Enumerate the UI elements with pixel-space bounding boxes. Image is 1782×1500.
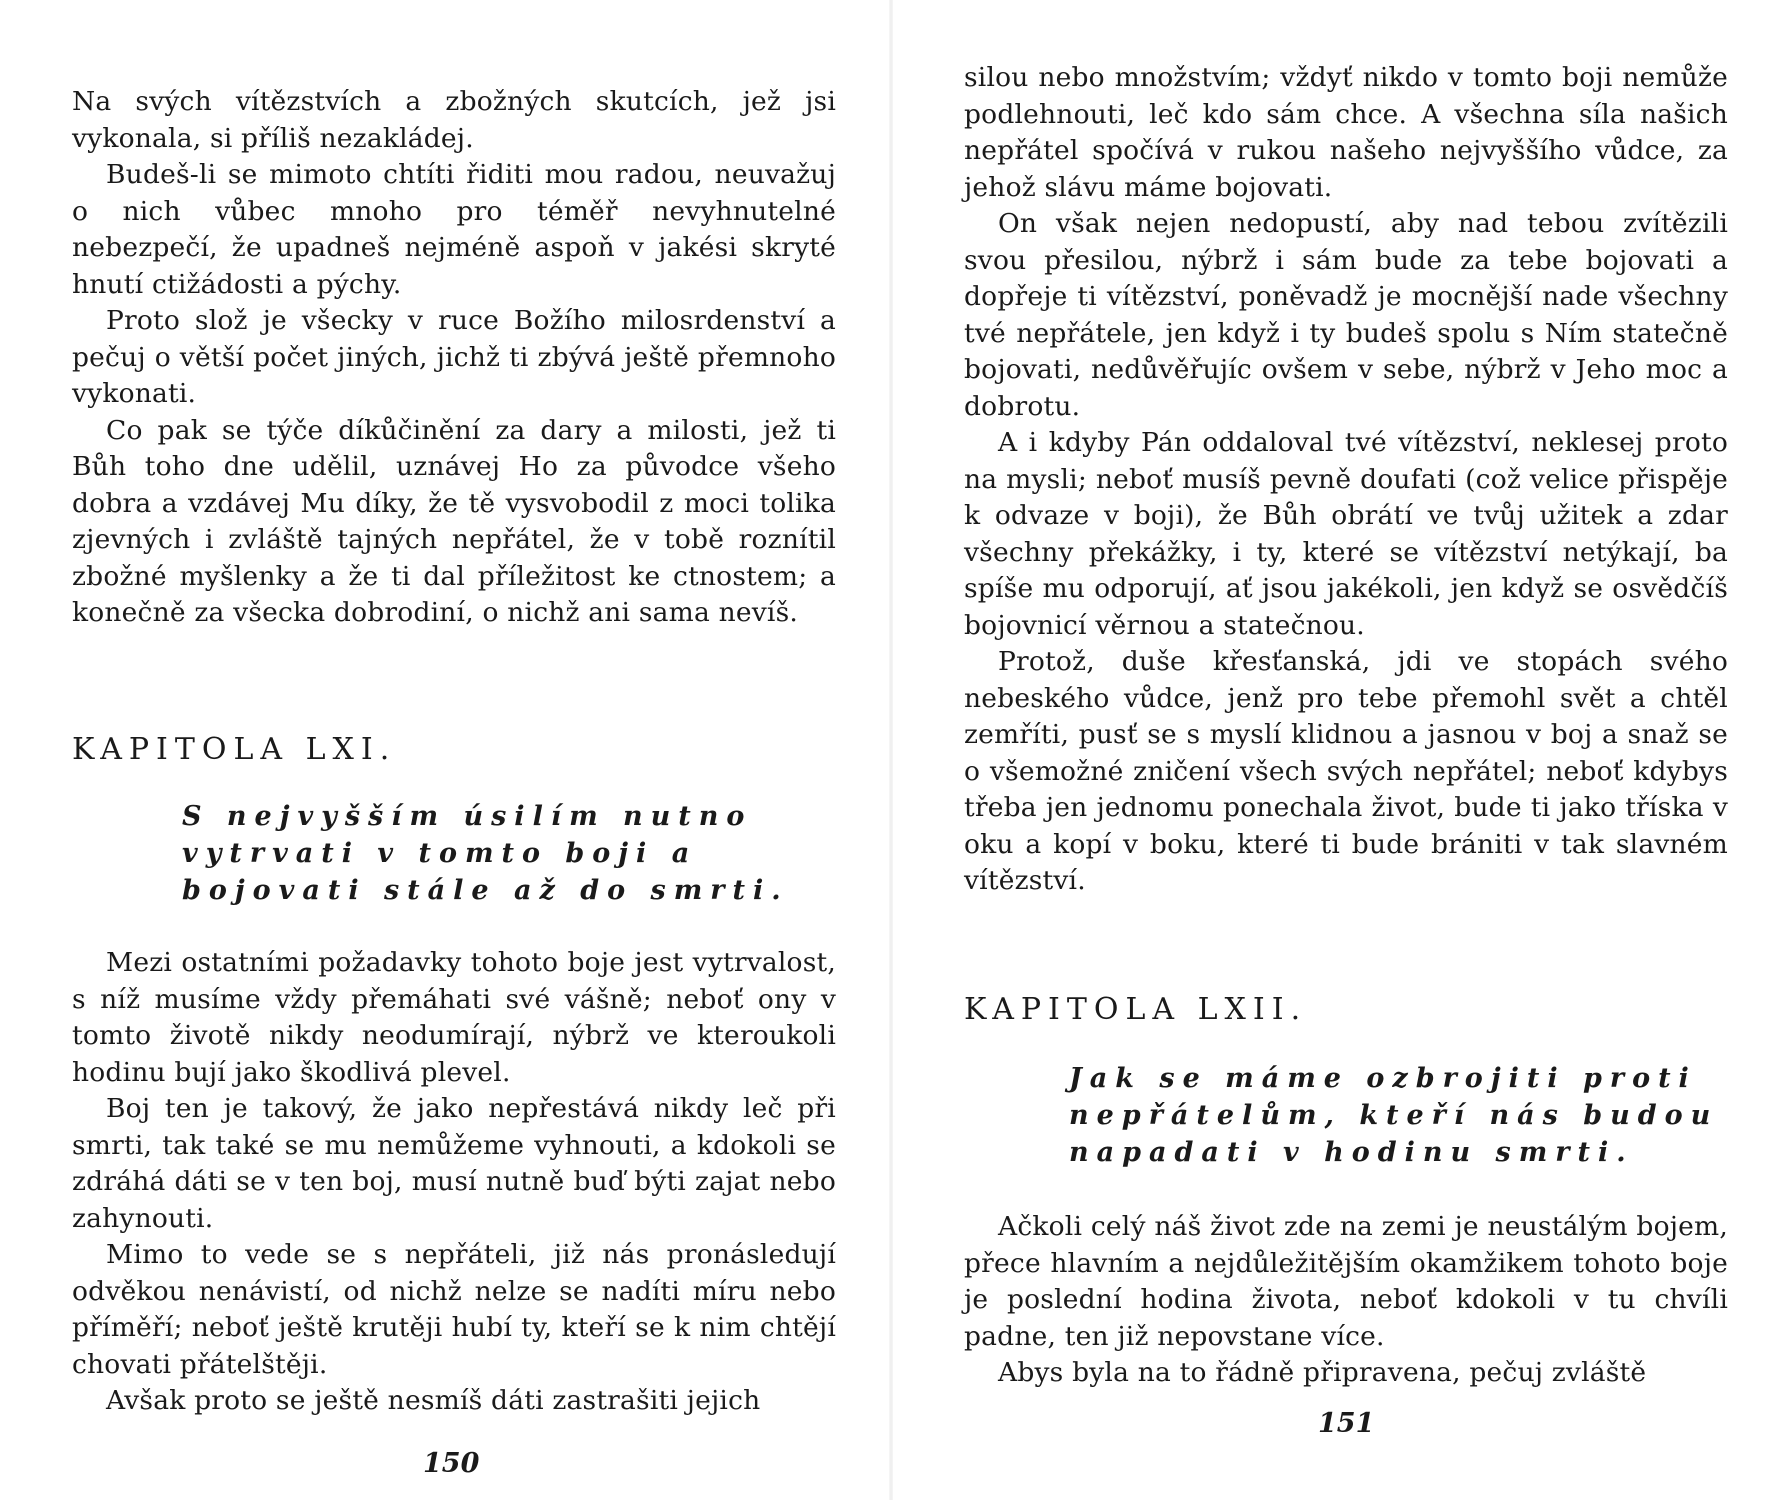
paragraph: Abys byla na to řádně připravena, pečuj zvláště <box>998 1357 1647 1388</box>
paragraph: Protož, duše křesťanská, jdi ve stopách svého nebeského vůdce, jenž pro tebe přemohl svět a chtěl zemříti, pusť se s myslí klidnou a jasnou v boj a snaž se o všemožné zničení všech svých nepřátel; neboť kdybys třeba jen jednomu ponechala život, bude ti jako tříska v oku a kopí v boku, které ti bude brániti v tak slavném vítězství. <box>964 646 1728 896</box>
left-page-text-bottom <box>72 945 836 1420</box>
paragraph: Co pak se týče díkůčinění za dary a milosti, jež ti Bůh toho dne udělil, uznávej Ho za původce všeho dobra a vzdávej Mu díky, že tě vysvobodil z moci tolika zjevných i zvláště tajných nepřátel, že v tobě roznítil zbožné myšlenky a že ti dal příležitost ke ctnostem; a konečně za všecka dobrodiní, o nichž ani sama nevíš. <box>72 414 836 628</box>
paragraph: Na svých vítězstvích a zbožných skutcích, jež jsi vykonala, si příliš nezakládej. <box>72 86 836 154</box>
page-number: 150 <box>423 1448 480 1479</box>
paragraph: Budeš-li se mimoto chtíti řiditi mou radou, neuvažuj o nich vůbec mnoho pro téměř nevyhnutelné nebezpečí, že upadneš nejméně aspoň v jakési skryté hnutí ctižádosti a pýchy. <box>72 159 836 300</box>
right-page-text-bottom <box>964 1209 1728 1392</box>
right-page <box>891 0 1782 1500</box>
left-page-text-top <box>72 84 836 632</box>
right-page-text-top <box>964 60 1728 900</box>
paragraph: Boj ten je takový, že jako nepřestává nikdy leč při smrti, tak také se mu nemůžeme vyhnouti, a kdokoli se zdráhá dáti se v ten boj, musí nutně buď býti zajat nebo zahynouti. <box>72 1093 836 1234</box>
chapter-subtitle: S nejvyšším úsilím nutno vytrvati v tomto boji a bojovati stále až do smrti. <box>182 801 789 906</box>
chapter-subtitle: Jak se máme ozbrojiti proti nepřátelům, kteří nás budou napadati v hodinu smrti. <box>1069 1063 1719 1168</box>
paragraph: On však nejen nedopustí, aby nad tebou zvítězili svou přesilou, nýbrž i sám bude za tebe bojovati a dopřeje ti vítězství, poněvadž je mocnější nade všechny tvé nepřátele, jen když i ty budeš spolu s Ním statečně bojovati, nedůvěřujíc ovšem v sebe, nýbrž v Jeho moc a dobrotu. <box>964 208 1728 422</box>
page-number: 151 <box>1318 1408 1375 1439</box>
chapter-heading: KAPITOLA LXII. <box>964 992 1308 1027</box>
paragraph: silou nebo množstvím; vždyť nikdo v tomto boji nemůže podlehnouti, leč kdo sám chce. A všechna síla našich nepřátel spočívá v rukou našeho nejvyššího vůdce, za jehož slávu máme bojovati. <box>964 62 1728 203</box>
paragraph: Proto slož je všecky v ruce Božího milosrdenství a pečuj o větší počet jiných, jichž ti zbývá ještě přemnoho vykonati. <box>72 305 836 409</box>
chapter-heading: KAPITOLA LXI. <box>72 732 397 767</box>
paragraph: Mezi ostatními požadavky tohoto boje jest vytrvalost, s níž musíme vždy přemáhati své vášně; neboť ony v tomto životě nikdy neodumírají, nýbrž ve kteroukoli hodinu bují jako škodlivá plevel. <box>72 947 836 1088</box>
paragraph: Ačkoli celý náš život zde na zemi je neustálým bojem, přece hlavním a nejdůležitějším okamžikem tohoto boje je poslední hodina života, neboť kdokoli v tu chvíli padne, ten již nepovstane více. <box>964 1211 1728 1352</box>
paragraph: Mimo to vede se s nepřáteli, již nás pronásledují odvěkou nenávistí, od nichž nelze se nadíti míru nebo příměří; neboť ještě krutěji hubí ty, kteří se k nim chtějí chovati přátelštěji. <box>72 1239 836 1380</box>
paragraph: A i kdyby Pán oddaloval tvé vítězství, neklesej proto na mysli; neboť musíš pevně doufati (což velice přispěje k odvaze v boji), že Bůh obrátí ve tvůj užitek a zdar všechny překážky, i ty, které se vítězství netýkají, ba spíše mu odporují, ať jsou jakékoli, jen když se osvědčíš bojovnicí věrnou a statečnou. <box>964 427 1728 641</box>
paragraph: Avšak proto se ještě nesmíš dáti zastrašiti jejich <box>106 1385 761 1416</box>
